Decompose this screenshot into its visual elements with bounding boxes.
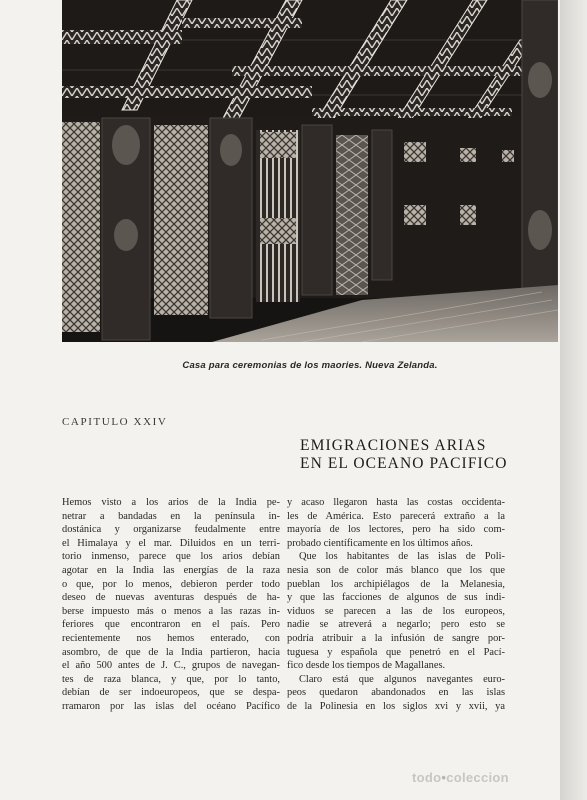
chapter-label: CAPITULO XXIV xyxy=(62,416,168,428)
text-line: el Himalaya y el mar. Diluidos en un terri- xyxy=(62,537,280,549)
text-line: Hemos visto a los arios de la India pe- xyxy=(62,497,280,508)
text-line: deseo de nuevas aventuras después de ha- xyxy=(62,592,280,604)
text-line: torio inmenso, parece que los arios debían xyxy=(62,551,280,563)
watermark-dot-icon: • xyxy=(441,770,447,785)
text-line: recientemente nos hemos enterado, con xyxy=(62,632,280,644)
text-line: asombro, de que de la India partieron, hacia xyxy=(62,646,280,658)
text-line: fico desde los tiempos de Magallanes. xyxy=(287,660,446,672)
text-line: berse impuesto más o menos a las razas in- xyxy=(62,605,280,617)
text-line: el año 500 antes de J. C., grupos de navegan- xyxy=(62,660,280,672)
watermark-prefix: todo xyxy=(412,770,442,785)
chapter-title-line: EMIGRACIONES ARIAS xyxy=(300,437,487,454)
text-line: feriores que encontraron en el país. Pero xyxy=(62,619,280,631)
text-line: podría atribuir a la infusión de sangre por- xyxy=(287,632,505,644)
text-line: peos quedaron abandonados en las islas xyxy=(287,687,505,699)
text-line: y que las facciones de algunos de sus indi- xyxy=(287,592,505,604)
text-line: nadie se atreverá a negarlo; pero esto se xyxy=(287,619,505,631)
text-line: o que, por lo menos, debieron perder todo xyxy=(62,578,280,590)
text-line: dostánica y organizarse feudalmente entre xyxy=(62,524,280,536)
page-edge-shadow xyxy=(560,0,587,800)
text-line: les de América. Esto parecerá extraño a la xyxy=(287,510,505,522)
text-line: Claro está que algunos navegantes euro- xyxy=(299,673,505,685)
text-line: Que los habitantes de las islas de Poli- xyxy=(299,551,505,563)
text-line: viduos se parecen a las de los europeos, xyxy=(287,605,505,617)
watermark-suffix: coleccion xyxy=(446,770,509,785)
text-line: pueblan los archipiélagos de la Melanesia, xyxy=(287,578,505,590)
text-line: nesia son de color más blanco que los que xyxy=(287,564,505,576)
photo-caption: Casa para ceremonias de los maories. Nueva Zelanda. xyxy=(182,360,438,371)
chapter-title xyxy=(300,437,530,473)
text-line: agotar en la India las energías de la raza xyxy=(62,564,280,576)
text-line: netrar a bandadas en la península in- xyxy=(62,510,280,522)
site-watermark xyxy=(412,770,509,785)
text-line: de la Polinesia en los siglos xvi y xvii, ya xyxy=(287,700,505,712)
text-line: y acaso llegaron hasta las costas occidenta- xyxy=(287,497,505,508)
text-line: tuguesa y española que penetró en el Pací- xyxy=(287,646,505,658)
text-line: debían de ser indoeuropeos, que se despa- xyxy=(62,687,280,699)
text-line: probado científicamente en los últimos años. xyxy=(287,537,473,549)
left-text-column xyxy=(62,496,280,714)
right-text-column xyxy=(287,496,505,714)
chapter-title-line: EN EL OCEANO PACIFICO xyxy=(300,455,508,472)
text-line: tes de raza blanca, y que, por lo tanto, xyxy=(62,673,280,685)
photo-illustration xyxy=(62,0,558,342)
maori-ceremony-house-photo xyxy=(62,0,558,342)
text-line: rramaron por las islas del océano Pacífico xyxy=(62,700,280,712)
text-line: mayoría de los lectores, pero ha sido com- xyxy=(287,524,505,536)
